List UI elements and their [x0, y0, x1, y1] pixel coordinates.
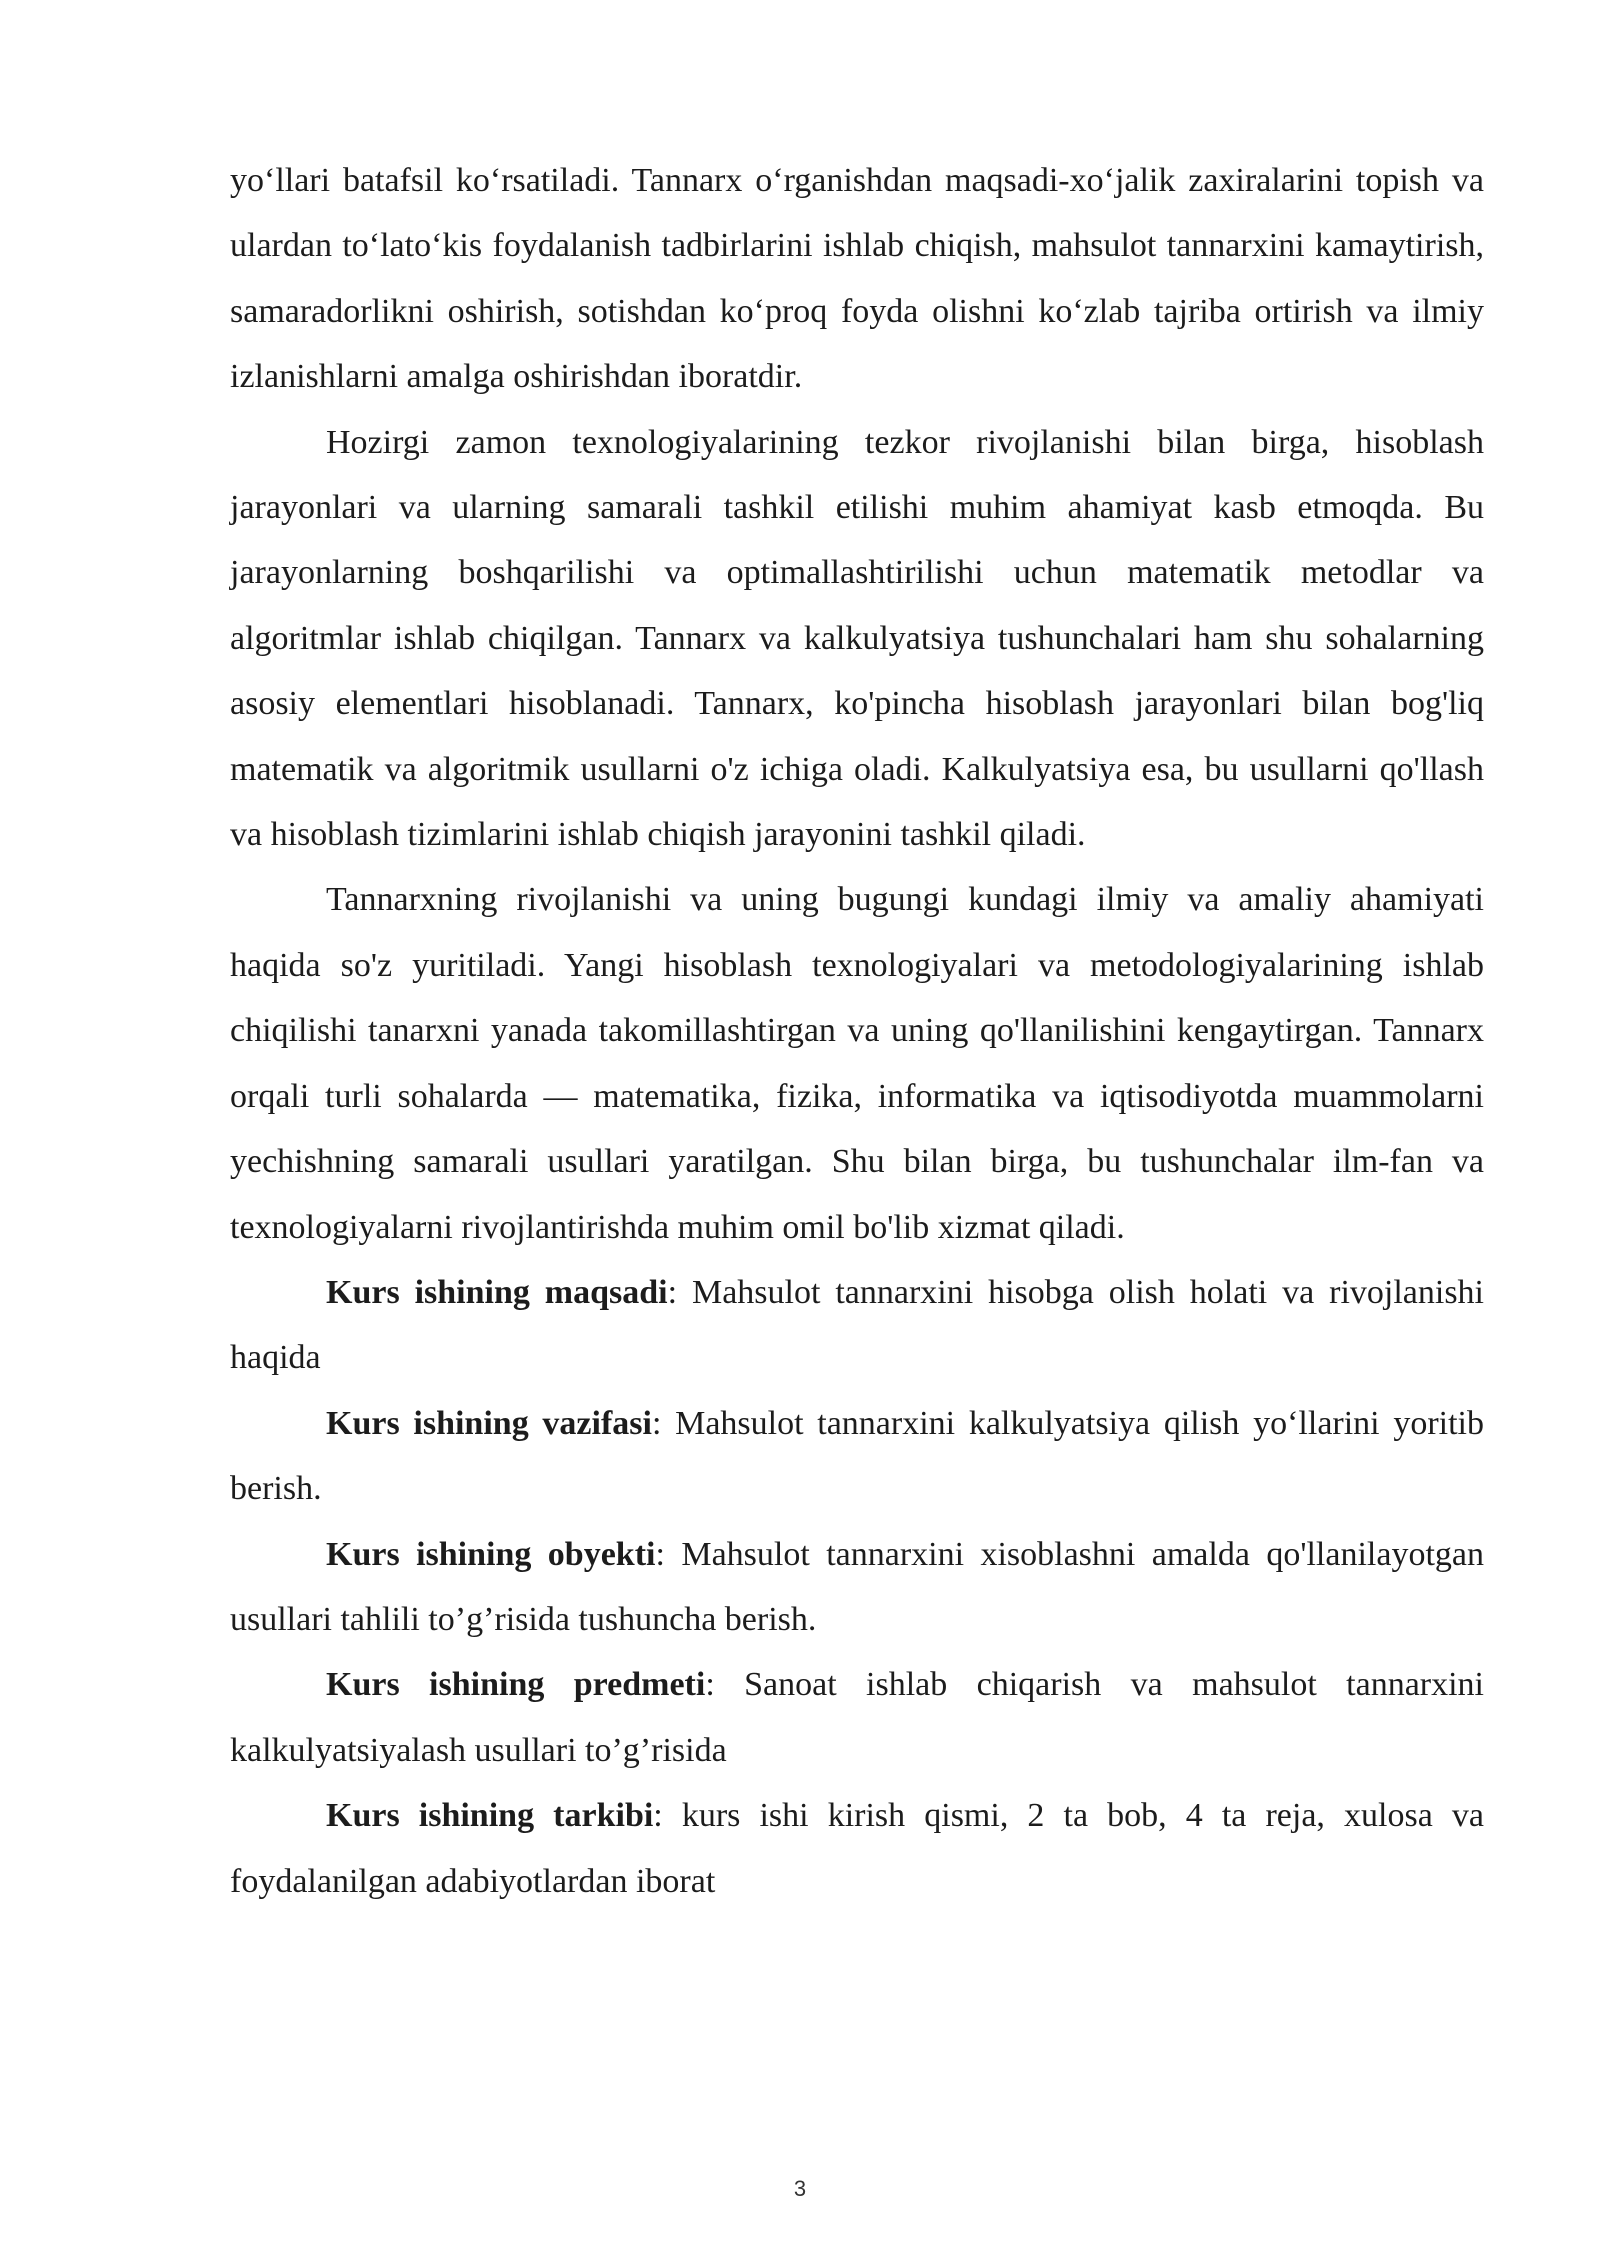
course-goal-label: Kurs ishining maqsadi: [326, 1273, 668, 1311]
course-goal: [230, 1260, 1484, 1391]
course-goal-text: : Mahsulot tannarxini hisobga olish holati va rivojlanishi haqida: [230, 1273, 1485, 1377]
course-subject-label: Kurs ishining predmeti: [326, 1666, 706, 1704]
course-task-text: : Mahsulot tannarxini kalkulyatsiya qilish yo‘llarini yoritib berish.: [230, 1404, 1485, 1508]
course-structure-text: : kurs ishi kirish qismi, 2 ta bob, 4 ta reja, xulosa va foydalanilgan adabiyotlardan iborat: [230, 1797, 1484, 1900]
course-task: [230, 1391, 1484, 1522]
body-text: [230, 148, 1484, 1914]
paragraph-tannarx-development: Tannarxning rivojlanishi va uning bugungi kundagi ilmiy va amaliy ahamiyati haqida so'z yuritiladi. Yangi hisoblash texnologiyalari va metodologiyalarining ishlab chiqilishi tanarxni yanada takomillashtirgan va uning qo'llanilishini kengaytirgan. Tannarx orqali turli sohalarda — matematika, fizika, informatika va iqtisodiyotda muammolarni yechishning samarali usullari yaratilgan. Shu bilan birga, bu tushunchalar ilm-fan va texnologiyalarni rivojlantirishda muhim omil bo'lib xizmat qiladi.: [230, 881, 1484, 1246]
course-object: [230, 1522, 1484, 1653]
course-subject-text: : Sanoat ishlab chiqarish va mahsulot tannarxini kalkulyatsiyalash usullari to’g’risida: [230, 1666, 1485, 1769]
course-task-label: Kurs ishining vazifasi: [326, 1404, 652, 1442]
course-structure-label: Kurs ishining tarkibi: [326, 1797, 654, 1835]
course-structure: [230, 1783, 1484, 1914]
paragraph-continuation: yo‘llari batafsil ko‘rsatiladi. Tannarx o‘rganishdan maqsadi-xo‘jalik zaxiralarini topish va ulardan to‘lato‘kis foydalanish tadbirlarini ishlab chiqish, mahsulot tannarxini kamaytirish, samaradorlikni oshirish, sotishdan ko‘proq foyda olishni ko‘zlab tajriba ortirish va ilmiy izlanishlarni amalga oshirishdan iboratdir.: [230, 162, 1484, 396]
course-object-text: : Mahsulot tannarxini xisoblashni amalda qo'llanilayotgan usullari tahlili to’g’risida tushuncha berish.: [230, 1535, 1484, 1638]
paragraph-modern-technologies: Hozirgi zamon texnologiyalarining tezkor rivojlanishi bilan birga, hisoblash jarayonlari va ularning samarali tashkil etilishi muhim ahamiyat kasb etmoqda. Bu jarayonlarning boshqarilishi va optimallashtirilishi uchun matematik metodlar va algoritmlar ishlab chiqilgan. Tannarx va kalkulyatsiya tushunchalari ham shu sohalarning asosiy elementlari hisoblanadi. Tannarx, ko'pincha hisoblash jarayonlari bilan bog'liq matematik va algoritmik usullarni o'z ichiga oladi. Kalkulyatsiya esa, bu usullarni qo'llash va hisoblash tizimlarini ishlab chiqish jarayonini tashkil qiladi.: [230, 423, 1484, 854]
course-subject: [230, 1652, 1484, 1783]
page-number: 3: [793, 2176, 807, 2201]
course-object-label: Kurs ishining obyekti: [326, 1535, 656, 1573]
